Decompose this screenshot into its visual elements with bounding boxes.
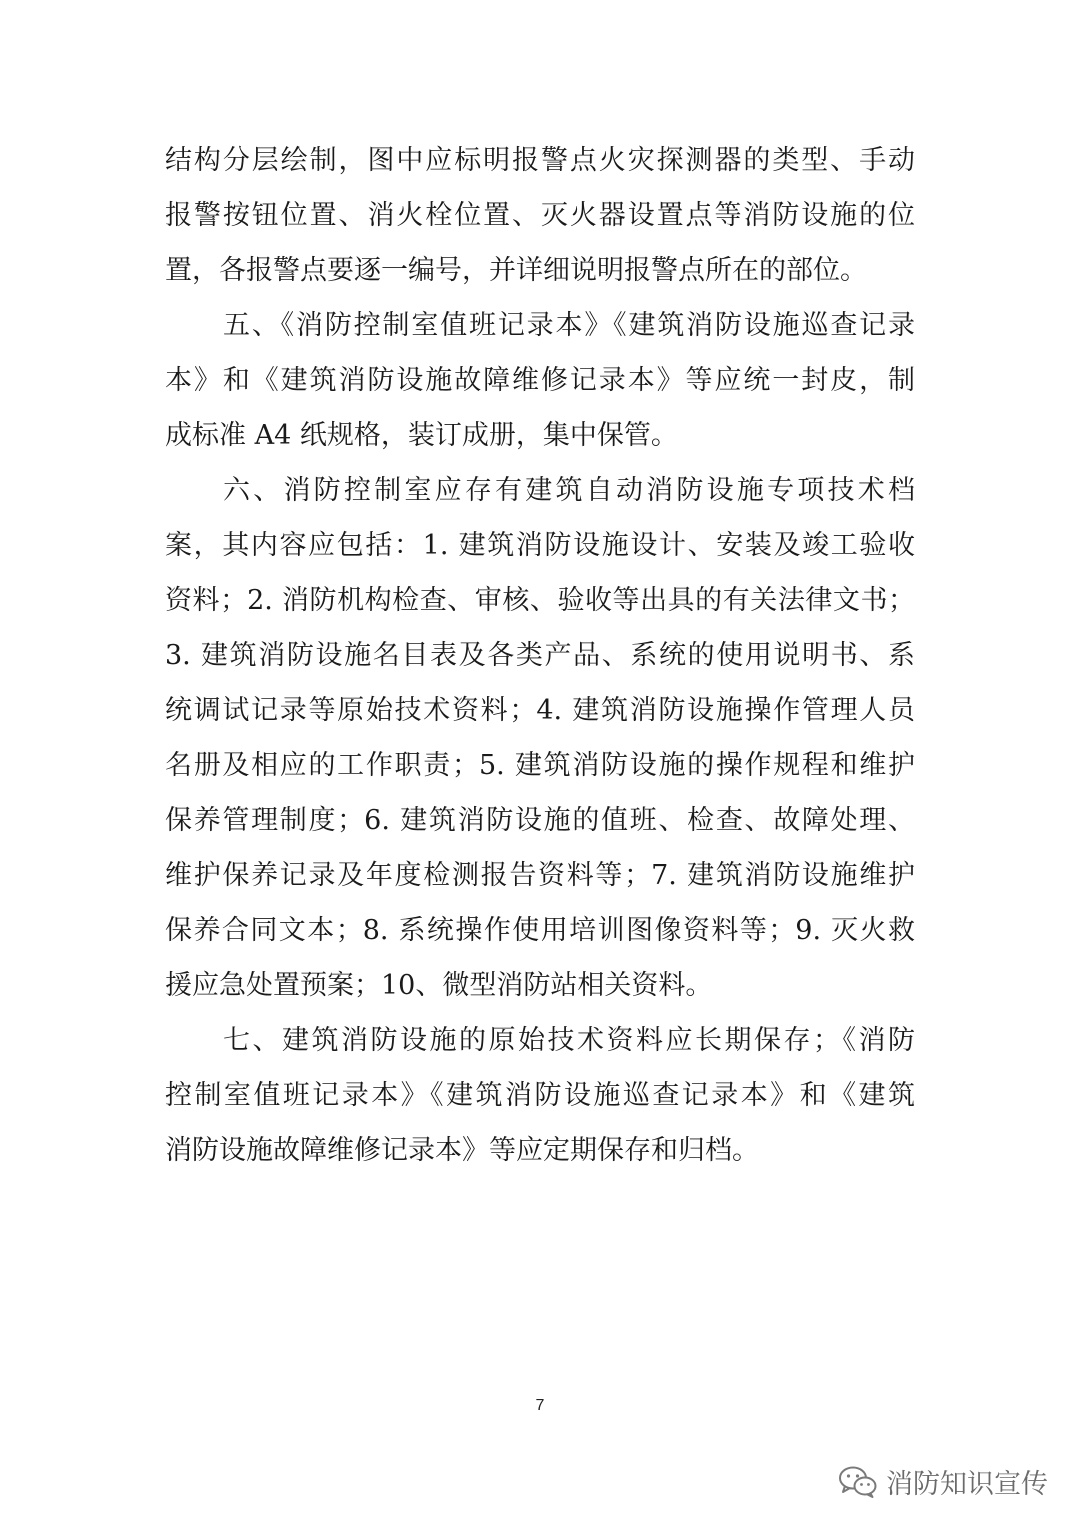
text-line: 结构分层绘制，图中应标明报警点火灾探测器的类型、手动 <box>165 145 915 176</box>
text-line: 保养合同文本；8. 系统操作使用培训图像资料等；9. 灭火救 <box>165 915 915 946</box>
watermark-text: 消防知识宣传 <box>886 1469 1048 1500</box>
paragraph-4-continued <box>165 133 915 298</box>
paragraph-5 <box>165 298 915 463</box>
text-line: 报警按钮位置、消火栓位置、灭火器设置点等消防设施的位 <box>165 200 915 231</box>
text-line: 六、消防控制室应存有建筑自动消防设施专项技术档 <box>223 475 915 506</box>
text-line: 成标准 A4 纸规格，装订成册，集中保管。 <box>165 420 678 451</box>
wechat-icon <box>838 1465 878 1499</box>
watermark <box>838 1462 1048 1501</box>
paragraph-6 <box>165 463 915 1013</box>
page-number: 7 <box>535 1397 545 1414</box>
text-line: 援应急处置预案；10、微型消防站相关资料。 <box>165 970 713 1001</box>
text-line: 本》和《建筑消防设施故障维修记录本》等应统一封皮，制 <box>165 365 915 396</box>
text-line: 3. 建筑消防设施名目表及各类产品、系统的使用说明书、系 <box>165 640 915 671</box>
document-body <box>165 133 915 1178</box>
text-line: 保养管理制度；6. 建筑消防设施的值班、检查、故障处理、 <box>165 805 915 836</box>
text-line: 消防设施故障维修记录本》等应定期保存和归档。 <box>165 1135 759 1166</box>
text-line: 资料；2. 消防机构检查、审核、验收等出具的有关法律文书； <box>165 585 915 616</box>
paragraph-7 <box>165 1013 915 1178</box>
text-line: 控制室值班记录本》《建筑消防设施巡查记录本》和《建筑 <box>165 1080 915 1111</box>
text-line: 七、建筑消防设施的原始技术资料应长期保存；《消防 <box>223 1025 915 1056</box>
text-line: 五、《消防控制室值班记录本》《建筑消防设施巡查记录 <box>223 310 915 341</box>
text-line: 维护保养记录及年度检测报告资料等；7. 建筑消防设施维护 <box>165 860 915 891</box>
text-line: 案，其内容应包括：1. 建筑消防设施设计、安装及竣工验收 <box>165 530 915 561</box>
text-line: 统调试记录等原始技术资料；4. 建筑消防设施操作管理人员 <box>165 695 915 726</box>
text-line: 置，各报警点要逐一编号，并详细说明报警点所在的部位。 <box>165 255 867 286</box>
text-line: 名册及相应的工作职责；5. 建筑消防设施的操作规程和维护 <box>165 750 915 781</box>
